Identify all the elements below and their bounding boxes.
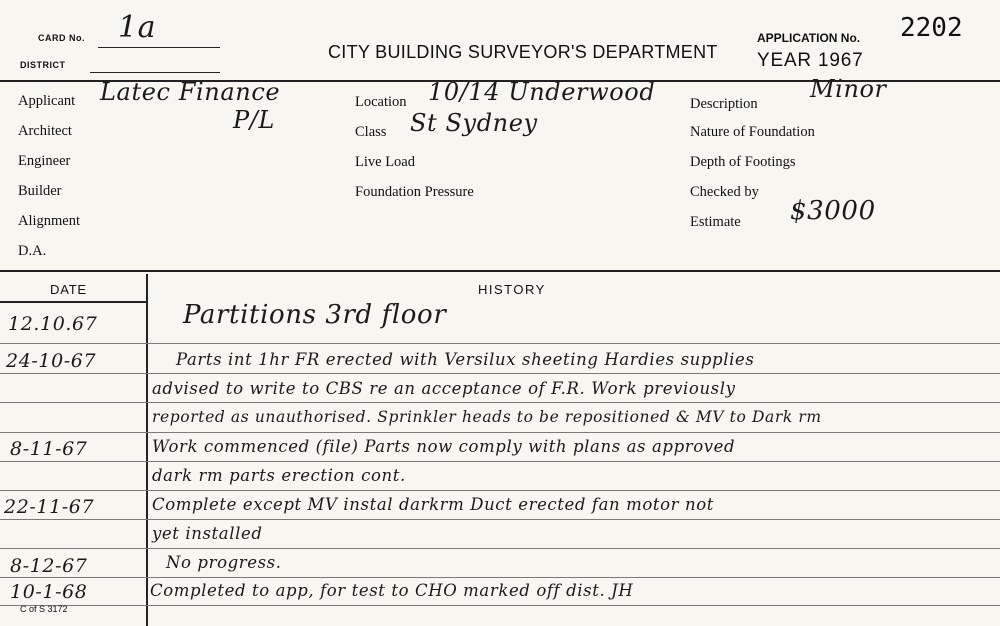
ruled-line xyxy=(0,402,1000,403)
history-line: dark rm parts erection cont. xyxy=(152,466,406,485)
history-line: Completed to app, for test to CHO marked off dist. JH xyxy=(150,581,634,600)
district-label: DISTRICT xyxy=(20,60,66,70)
year-label: YEAR 1967 xyxy=(757,50,864,71)
history-line: No progress. xyxy=(166,553,282,572)
history-top-rule xyxy=(0,270,1000,272)
history-date: 22-11-67 xyxy=(4,496,95,518)
history-line: yet installed xyxy=(152,524,263,543)
da-label: D.A. xyxy=(18,243,47,259)
history-line: reported as unauthorised. Sprinkler heads to be repositioned & MV to Dark rm xyxy=(152,408,822,426)
foundation-pressure-label: Foundation Pressure xyxy=(355,184,474,200)
history-line: Parts int 1hr FR erected with Versilux sheeting Hardies supplies xyxy=(176,350,755,369)
location-label: Location xyxy=(355,94,407,110)
builder-label: Builder xyxy=(18,183,62,199)
ruled-line xyxy=(0,490,1000,491)
date-column-divider xyxy=(146,274,148,626)
card-no-label: CARD No. xyxy=(38,33,85,43)
date-header: DATE xyxy=(50,282,87,297)
description-label: Description xyxy=(690,96,758,112)
history-date: 10-1-68 xyxy=(10,581,88,603)
checked-by-label: Checked by xyxy=(690,184,759,200)
history-line: Complete except MV instal darkrm Duct erected fan motor not xyxy=(152,495,714,514)
card-no-underline xyxy=(98,47,220,48)
form-code: C of S 3172 xyxy=(20,604,68,614)
date-header-rule xyxy=(0,301,148,303)
ruled-line xyxy=(0,373,1000,374)
applicant-value: Latec Finance xyxy=(100,78,281,106)
application-number: 2202 xyxy=(900,13,963,43)
history-line: Partitions 3rd floor xyxy=(183,300,447,330)
history-date: 8-11-67 xyxy=(10,438,88,460)
ruled-line xyxy=(0,519,1000,520)
class-value: St Sydney xyxy=(410,109,538,137)
history-line: advised to write to CBS re an acceptance of F.R. Work previously xyxy=(152,379,736,398)
ruled-line xyxy=(0,605,1000,606)
engineer-label: Engineer xyxy=(18,153,71,169)
history-date: 12.10.67 xyxy=(8,313,98,335)
ruled-line xyxy=(0,548,1000,549)
location-value: 10/14 Underwood xyxy=(428,78,656,106)
estimate-value: $3000 xyxy=(790,196,876,226)
live-load-label: Live Load xyxy=(355,154,415,170)
ruled-line xyxy=(0,461,1000,462)
architect-value: P/L xyxy=(233,106,275,134)
application-label: APPLICATION No. xyxy=(757,31,861,45)
depth-of-footings-label: Depth of Footings xyxy=(690,154,796,170)
history-line: Work commenced (file) Parts now comply with plans as approved xyxy=(152,437,736,456)
architect-label: Architect xyxy=(18,123,72,139)
history-header: HISTORY xyxy=(478,282,546,297)
ruled-line xyxy=(0,432,1000,433)
department-title: CITY BUILDING SURVEYOR'S DEPARTMENT xyxy=(328,42,718,62)
district-underline xyxy=(90,72,220,73)
ruled-line xyxy=(0,343,1000,344)
nature-of-foundation-label: Nature of Foundation xyxy=(690,124,815,140)
ruled-line xyxy=(0,577,1000,578)
card-no-value: 1a xyxy=(118,10,157,45)
history-date: 8-12-67 xyxy=(10,555,88,577)
alignment-label: Alignment xyxy=(18,213,81,229)
description-value: Minor xyxy=(810,75,887,103)
applicant-label: Applicant xyxy=(18,93,76,109)
estimate-label: Estimate xyxy=(690,214,741,230)
class-label: Class xyxy=(355,124,387,140)
history-date: 24-10-67 xyxy=(6,350,97,372)
